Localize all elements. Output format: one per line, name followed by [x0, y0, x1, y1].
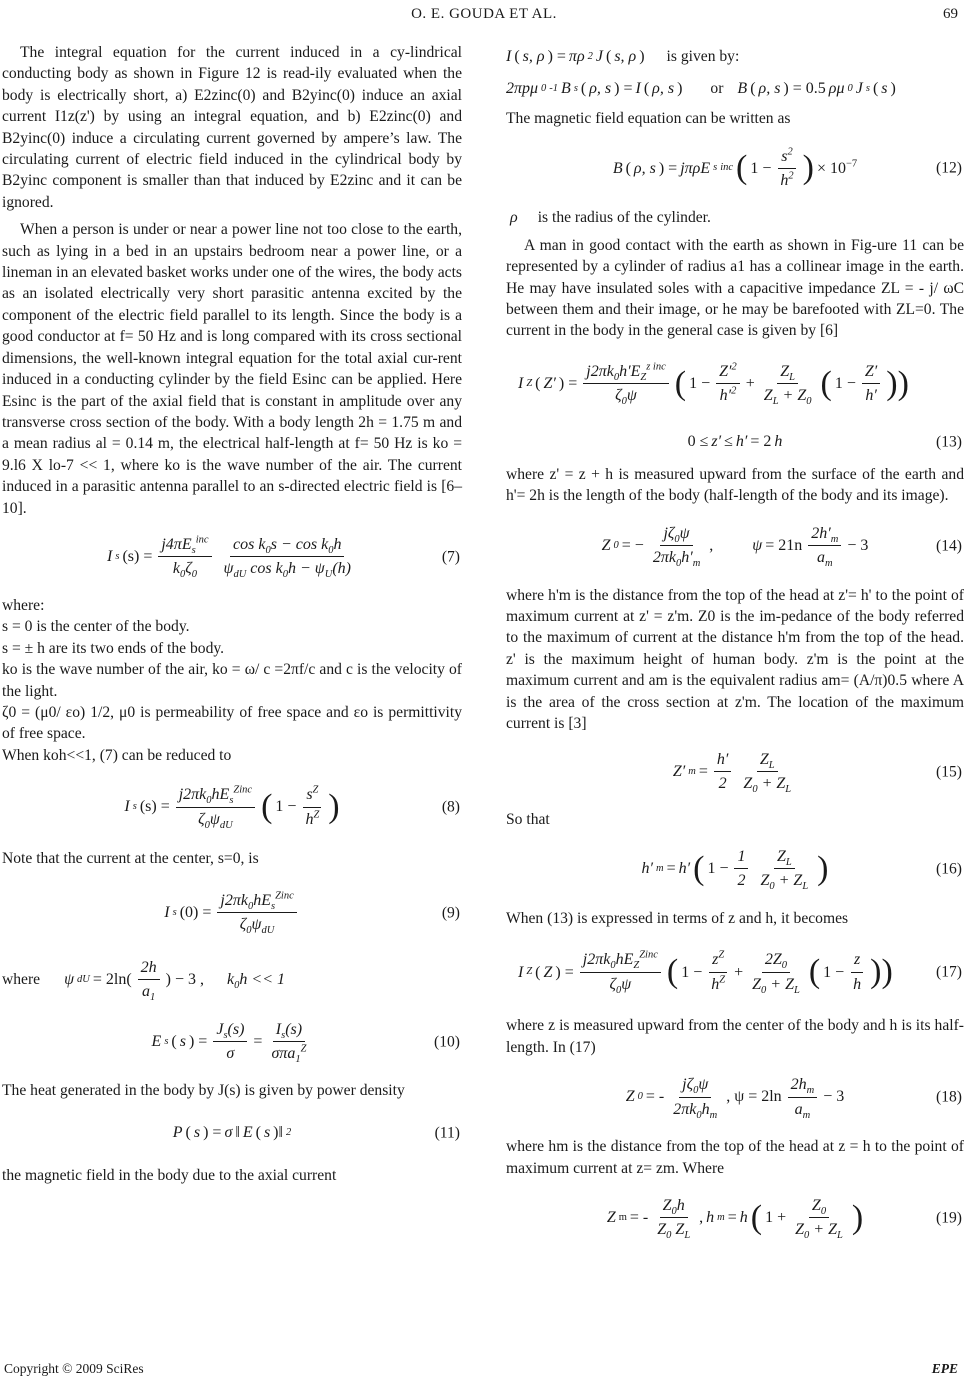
- or-text: or: [710, 80, 724, 98]
- eq-number-8: (8): [441, 798, 460, 816]
- paragraph-intro: [2, 42, 462, 213]
- journal-abbrev: EPE: [931, 1361, 958, 1376]
- page-header: [0, 6, 968, 30]
- heat-text: The heat generated in the body by J(s) is given by power density: [2, 1081, 405, 1099]
- equation-current-density: I ( s, ρ ) = πρ 2 J ( s, ρ ) is given by:: [506, 42, 964, 72]
- equation-17: I Z ( Z ) = $\frac{j2\pi k_0hE_Z^{Zinc}}{\zeta_0\psi}$ ( 1 − $\frac{z^Z}{h^Z}$ + $\frac{2Z_0}{Z_0 + Z_L}$ ( 1 − $\frac{z}{h}$ )) (17): [518, 950, 962, 996]
- page-number: 69: [943, 6, 958, 22]
- so-that-text: So that: [506, 810, 550, 828]
- paragraph-hm2: where hm is the distance from the top of the head at z = h to the point of maximum current at z= zm. Where: [506, 1138, 964, 1177]
- paragraph-zm: where z is measured upward from the center of the body and h is its half-length. In (17): [506, 1017, 964, 1056]
- equation-18: Z 0 = - $\frac{j\zeta_0\psi}{2\pi k_0h_m}$ , ψ = 2ln $\frac{2h_m}{a_m}$ − 3 (18): [625, 1076, 962, 1121]
- eq-number-14: (14): [936, 536, 962, 554]
- eq-number-7: (7): [441, 548, 460, 566]
- rho-text: is the radius of the cylinder.: [537, 209, 711, 227]
- equation-14: Z 0 = − $\frac{j\zeta_0\psi}{2\pi k_0h'_m}$ , ψ = 21n $\frac{2h'_m}{a_m}$ − 3 (14): [601, 524, 962, 570]
- equation-13a: I Z ( Z′ ) = $\frac{j2\pi k_0h'E_Z^{z inc}}{\zeta_0\psi}$ ( 1 − $\frac{Z'^2}{h'^2}$ + $\frac{Z_L}{Z_L + Z_0}$ ( 1 − $\frac{Z'}{h'}$ )): [518, 361, 909, 408]
- eq-number-12: (12): [936, 159, 962, 177]
- where-5: When koh<<1, (7) can be reduced to: [2, 746, 232, 764]
- rho-definition: ρ is the radius of the cylinder.: [510, 209, 711, 227]
- note-center: Note that the current at the center, s=0, is: [2, 850, 259, 868]
- equation-19: Z m = - $\frac{Z_0h}{Z_0 Z_L}$ , h m = h ( 1 + $\frac{Z_0}{Z_0 + Z_L}$ ) (19): [606, 1197, 962, 1242]
- paragraph-person: [2, 219, 462, 519]
- eq-number-13: (13): [936, 433, 962, 451]
- left-column: [2, 42, 462, 1186]
- paragraph-z: where z' = z + h is measured upward from the surface of the earth and h'= 2h is the length of the body (half-length of the body and its image).: [506, 465, 964, 505]
- equation-13b: 0 ≤ z′ ≤ h′ = 2 h (13): [506, 426, 964, 458]
- equation-11: P ( s ) = σ ‖ E ( s )‖ 2 (11): [2, 1107, 462, 1159]
- where-label-2: where: [2, 970, 41, 988]
- where-2: s = ± h are its two ends of the body.: [2, 639, 225, 657]
- where-1: s = 0 is the center of the body.: [2, 618, 190, 636]
- text-p2: When a person is under or near a power line not too close to the earth, such as lying in a bed in an upstairs bedroom near a power line, or a lineman in an elevated basket works under one of the wires, the body acts as an isolated electrically very short parasitic antenna excited by the component of the electric field parallel to its length. Since the body is a good conductor at f= 50 Hz and is long compared with its cross sectional dimensions, the well-known integral equation for the total axial cur-rent induced in a conducting cylinder by the field Esinc can be applied. Here Esinc is the part of the axial field that is constant in amplitude over any transverse cross section of the body. With a body length 2h = 1.75 m and a mean radius al = 0.14 m, the electrical half-length at f= 50 Hz is ko = 9.l6 X lo-7 << 1, where ko is the wave number of the air. The current induced in a parasitic antenna parallel to an s-directed electric field is [6–10].: [2, 221, 462, 517]
- paragraph-when: When (13) is expressed in terms of z and h, it becomes: [506, 909, 849, 927]
- paragraph-man: A man in good contact with the earth as shown in Fig-ure 11 can be represented by a cylinder of radius a1 has a collinear image in the earth. He may have insulated soles with a capacitive impedance ZL = - j/ ωC between them and their image, or he may be barefooted with ZL=0. The current in the body in the general case is given by [6]: [506, 236, 964, 340]
- where-4: ζ0 = (μ0/ εo) 1/2, μ0 is permeability of free space and εo is permittivity of free space.: [2, 703, 462, 743]
- equation-16: h′ m = h′ ( 1 − $\frac{1}{2}$ $\frac{Z_L}{Z_0 + Z_L}$ ) (16): [641, 848, 962, 893]
- eq-number-18: (18): [936, 1088, 962, 1106]
- eq-number-17: (17): [936, 963, 962, 981]
- where-3: ko is the wave number of the air, ko = ω/ c =2πf/c and c is the velocity of the light.: [2, 661, 462, 700]
- equation-10: E s ( s ) = $\frac{J_s(s)}{\sigma}$ = $\frac{I_s(s)}{\sigma\pi a_1^Z}$ (10): [151, 1020, 460, 1066]
- paragraph-hm: where h'm is the distance from the top of the head at z'= h' to the point of maximum current at z' = z'm. Z0 is the im-pedance of the body referred to the maximum of current at the distance h'm from the top of the head. z' is the maximum height of human body. z'm is the point at the maximum current and am is the equivalent radius am= (A/π)0.5 where A is the area of the cross section at z'm. The location of the maximum current is [3]: [506, 586, 964, 733]
- eq-number-15: (15): [936, 762, 962, 780]
- copyright-text: Copyright © 2009 SciRes: [4, 1361, 144, 1376]
- magnetic-text: the magnetic field in the body due to the axial current: [2, 1167, 337, 1184]
- eq-number-10: (10): [434, 1032, 460, 1050]
- right-column: [506, 42, 964, 1257]
- running-title: O. E. GOUDA ET AL.: [411, 6, 557, 22]
- eq-number-19: (19): [936, 1209, 962, 1227]
- equation-7: I s (s) = $\frac{j4\pi E_s^{inc}}{k_0\zeta_0}$ $\frac{\cos k_0s - \cos k_0h}{\psi_{dU} \cos k_0h - \psi_U(h)}$ (7): [107, 534, 460, 581]
- equation-ampere: 2πpμ 0 -1 B s ( ρ, s ) = I ( ρ, s ) or B ( ρ, s ) = 0.5 ρμ 0 J s ( s ): [506, 74, 964, 104]
- where-label: where:: [2, 596, 45, 614]
- equation-9: I s (0) = $\frac{j2\pi k_0hE_s^{Zinc}}{\zeta_0\psi_{dU}}$ (9): [164, 890, 460, 937]
- text-p1: The integral equation for the current induced in a cy-lindrical conducting body as shown in Figure 12 is read-ily evaluated when the body is electrically short, a) E2zinc(0) and B2yinc(0) induce an axial current I1z(z') by using an integral equation, and b) E2zinc(0) and B2yinc(0) induce a circulating current governed by ampere’s law. The circulating current of electric field induced in the cylindrical body by B2yinc component is smaller than that induced by E2zinc and it can be ignored.: [2, 44, 462, 211]
- equation-12: B ( ρ, s ) = jπρE s inc ( 1 − $\frac{s^2}{h^2}$ ) × $10^{-7}$ (12): [612, 146, 962, 189]
- equation-psi: where ψ dU = 2ln( $\frac{2h}{a_1}$ ) − 3 , $k_0h << 1$: [2, 958, 285, 1004]
- magnetic-field-text: The magnetic field equation can be written as: [506, 110, 791, 127]
- given-by-text: is given by:: [666, 48, 740, 66]
- equation-8: I s (s) = $\frac{j2\pi k_0hE_s^{Zinc}}{\zeta_0\psi_{dU}}$ ( 1 − $\frac{s^Z}{h^Z}$ ) (8): [124, 784, 460, 831]
- equation-15: Z′ m = $\frac{h'}{2}$ $\frac{Z_L}{Z_0 + Z_L}$ (15): [672, 750, 962, 796]
- eq-number-16: (16): [936, 860, 962, 878]
- eq-number-9: (9): [441, 903, 460, 921]
- eq-number-11: (11): [434, 1124, 460, 1142]
